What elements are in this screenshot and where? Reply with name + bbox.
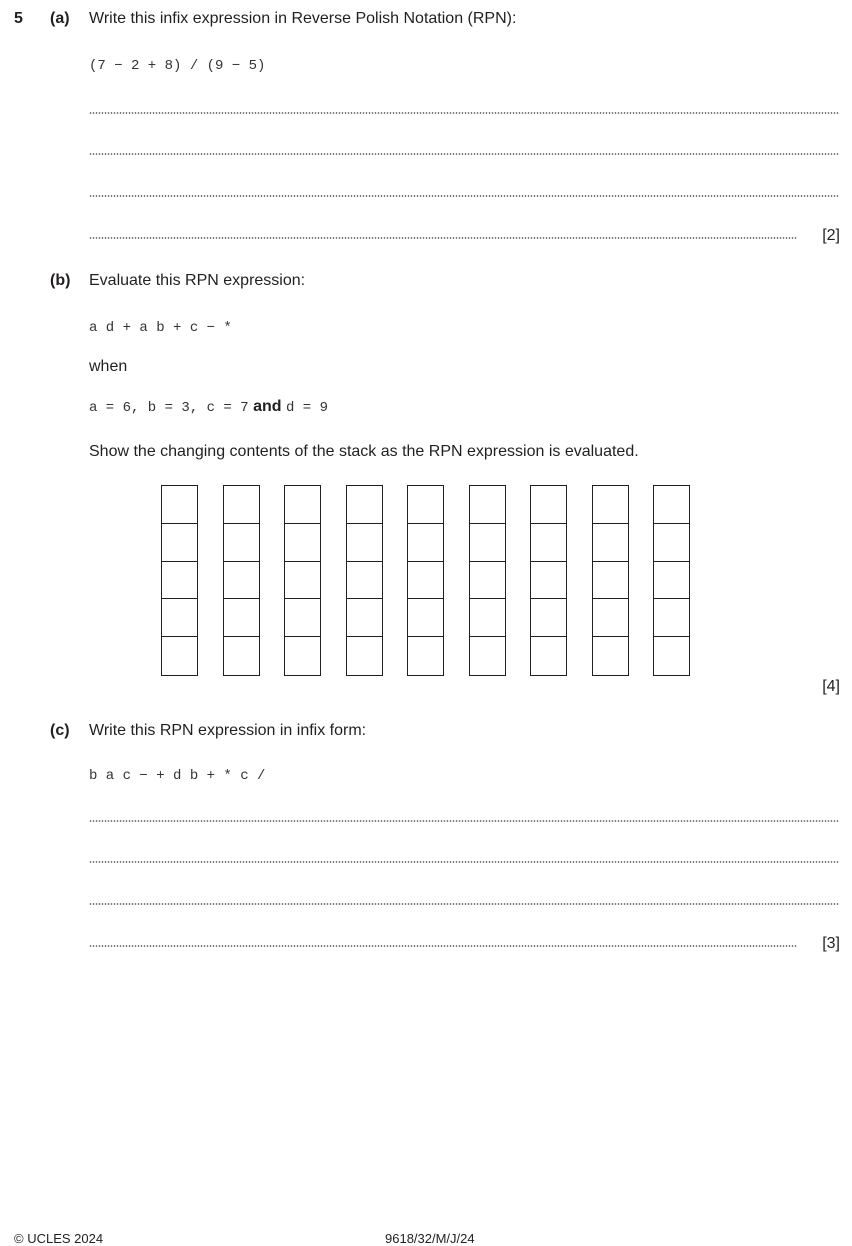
stack-cell[interactable] [531, 486, 566, 524]
stack-cell[interactable] [593, 599, 628, 637]
stack-cell[interactable] [654, 562, 689, 600]
answer-line[interactable] [89, 153, 839, 155]
part-a-prompt: Write this infix expression in Reverse Polish Notation (RPN): [89, 10, 517, 27]
answer-line[interactable] [89, 861, 839, 863]
stack-cell[interactable] [654, 524, 689, 562]
part-b-expression: a d + a b + c − * [89, 320, 232, 336]
part-a-marks: [2] [822, 227, 840, 244]
values-d: d = 9 [286, 400, 329, 416]
stack-cell[interactable] [285, 486, 320, 524]
stack-cell[interactable] [408, 486, 443, 524]
part-c-prompt: Write this RPN expression in infix form: [89, 722, 367, 739]
stack-cell[interactable] [654, 599, 689, 637]
stack-cell[interactable] [531, 562, 566, 600]
part-b-instruction: Show the changing contents of the stack as the RPN expression is evaluated. [89, 443, 639, 460]
stack-column [346, 485, 383, 676]
stack-cell[interactable] [593, 486, 628, 524]
stack-cell[interactable] [224, 599, 259, 637]
footer-copyright: © UCLES 2024 [14, 1231, 104, 1246]
part-a-expression: (7 − 2 + 8) / (9 − 5) [89, 58, 266, 74]
values-abc: a = 6, b = 3, c = 7 [89, 400, 249, 416]
part-b-marks: [4] [822, 678, 840, 695]
stack-cell[interactable] [531, 637, 566, 675]
stack-cell[interactable] [224, 524, 259, 562]
part-b-label: (b) [50, 272, 71, 289]
stack-cell[interactable] [531, 599, 566, 637]
part-c-label: (c) [50, 722, 70, 739]
stack-cell[interactable] [531, 524, 566, 562]
stack-cell[interactable] [347, 486, 382, 524]
stack-column [530, 485, 567, 676]
values-and: and [253, 398, 282, 415]
stack-cell[interactable] [162, 562, 197, 600]
stack-cell[interactable] [470, 486, 505, 524]
answer-line[interactable] [89, 112, 839, 114]
part-c-expression: b a c − + d b + * c / [89, 768, 266, 784]
stack-cell[interactable] [470, 562, 505, 600]
stack-cell[interactable] [654, 486, 689, 524]
stack-cell[interactable] [285, 599, 320, 637]
stack-column [223, 485, 260, 676]
stack-column [592, 485, 629, 676]
answer-line[interactable] [89, 903, 839, 905]
stack-column [469, 485, 506, 676]
stack-cell[interactable] [470, 524, 505, 562]
stack-cell[interactable] [285, 637, 320, 675]
stack-cell[interactable] [224, 637, 259, 675]
stack-column [284, 485, 321, 676]
stack-cell[interactable] [408, 524, 443, 562]
stack-column [161, 485, 198, 676]
answer-line[interactable] [89, 195, 839, 197]
stack-cell[interactable] [408, 637, 443, 675]
part-b-when: when [89, 358, 128, 375]
stack-cell[interactable] [347, 637, 382, 675]
stack-cell[interactable] [408, 599, 443, 637]
stack-cell[interactable] [162, 599, 197, 637]
stack-cell[interactable] [408, 562, 443, 600]
footer-code: 9618/32/M/J/24 [385, 1231, 475, 1246]
stack-cell[interactable] [162, 486, 197, 524]
stack-column [407, 485, 444, 676]
stack-cell[interactable] [593, 524, 628, 562]
answer-line[interactable] [89, 237, 797, 239]
stack-cell[interactable] [593, 637, 628, 675]
part-b-values [89, 398, 328, 416]
stack-column [653, 485, 690, 676]
stack-cell[interactable] [224, 562, 259, 600]
stack-cell[interactable] [162, 524, 197, 562]
stack-cell[interactable] [285, 524, 320, 562]
stack-cell[interactable] [470, 599, 505, 637]
answer-line[interactable] [89, 945, 797, 947]
stack-cell[interactable] [654, 637, 689, 675]
stack-cell[interactable] [162, 637, 197, 675]
question-number: 5 [14, 10, 23, 27]
answer-line[interactable] [89, 820, 839, 822]
stack-cell[interactable] [224, 486, 259, 524]
stack-cell[interactable] [470, 637, 505, 675]
stack-cell[interactable] [285, 562, 320, 600]
part-a-label: (a) [50, 10, 70, 27]
stack-cell[interactable] [593, 562, 628, 600]
part-b-prompt: Evaluate this RPN expression: [89, 272, 306, 289]
stack-cell[interactable] [347, 562, 382, 600]
stack-cell[interactable] [347, 524, 382, 562]
stack-cell[interactable] [347, 599, 382, 637]
part-c-marks: [3] [822, 935, 840, 952]
